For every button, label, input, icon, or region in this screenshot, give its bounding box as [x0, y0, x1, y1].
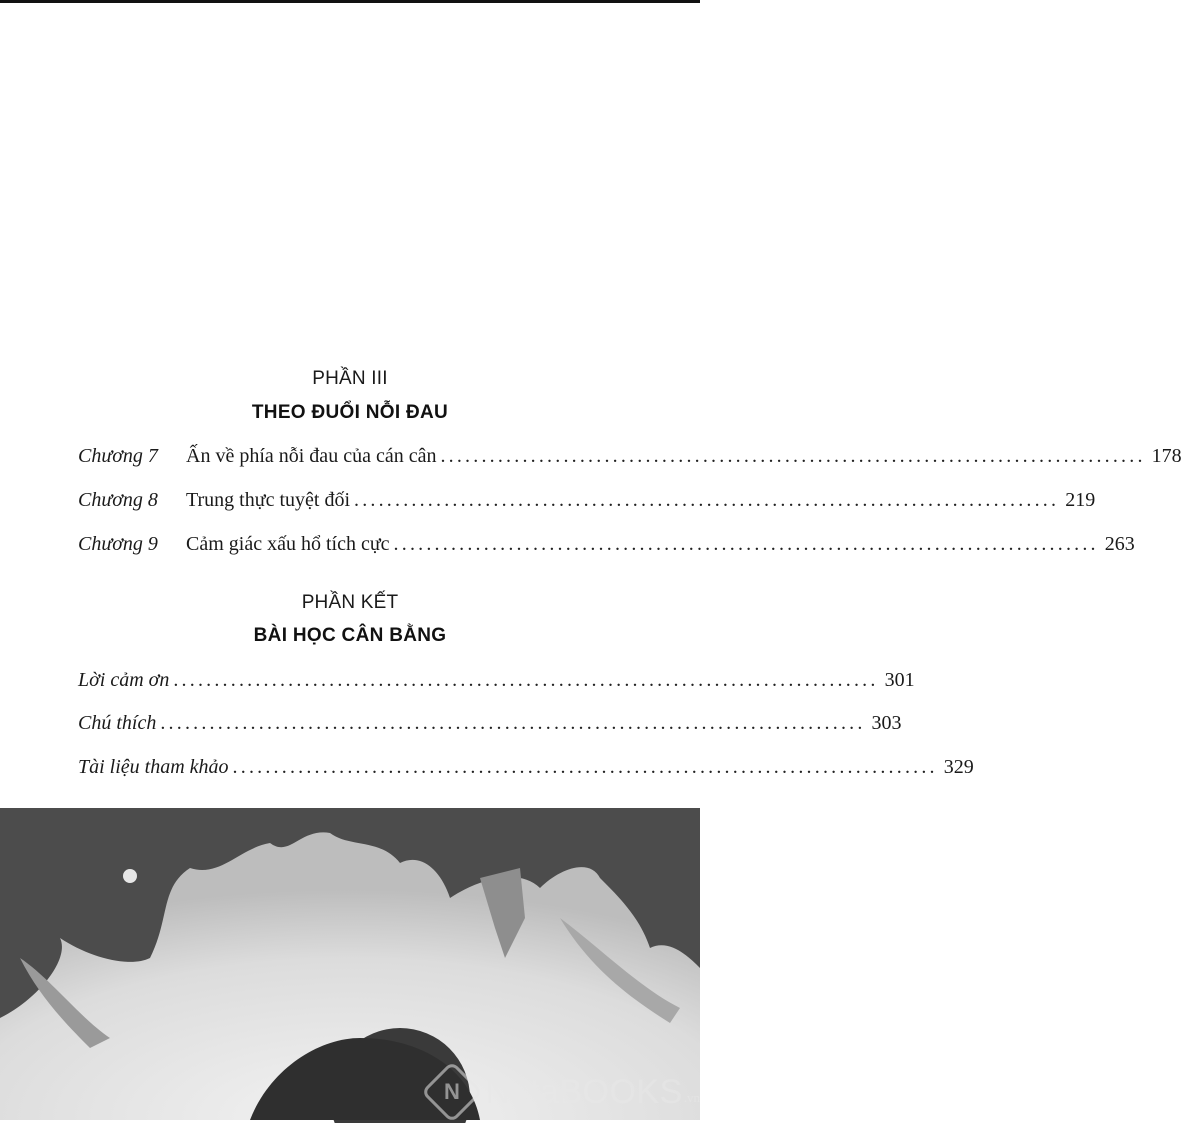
chapter-number: Chương 7: [78, 445, 158, 467]
dot-leader: ......................................................................................: [160, 712, 866, 734]
page-number: 178: [1151, 445, 1182, 467]
page-number: 301: [884, 669, 915, 691]
netabooks-logo-icon: N: [420, 1061, 482, 1123]
page-number: 303: [871, 712, 902, 734]
toc-entry[interactable]: [78, 752, 974, 782]
chapter-title: Trung thực tuyệt đối: [186, 489, 350, 511]
dot-leader: ......................................................................................: [393, 533, 1099, 555]
watermark-text: NetaBOOKS: [485, 1072, 683, 1111]
dot-leader: ......................................................................................: [232, 756, 938, 778]
watermark-suffix: .vn: [683, 1090, 700, 1105]
dot-leader: ......................................................................................: [440, 445, 1146, 467]
chapter-number: Chương 9: [78, 533, 158, 555]
chapter-title: Ấn về phía nỗi đau của cán cân: [186, 445, 437, 467]
chapter-number: Chương 8: [78, 489, 158, 511]
page-number: 263: [1104, 533, 1135, 555]
top-border-line: [0, 0, 700, 3]
toc-entry[interactable]: [78, 708, 902, 738]
page-number: 219: [1065, 489, 1096, 511]
publisher-watermark: [430, 1070, 701, 1114]
dot-leader: ......................................................................................: [173, 669, 879, 691]
part-title: BÀI HỌC CÂN BẰNG: [253, 625, 447, 646]
entry-title: Chú thích: [78, 712, 157, 734]
decorative-ink-splash-image: [0, 808, 700, 1120]
toc-entry[interactable]: [78, 441, 1182, 471]
toc-entry[interactable]: [78, 529, 1135, 559]
chapter-title: Cảm giác xấu hổ tích cực: [186, 533, 390, 555]
toc-entry[interactable]: [78, 665, 915, 695]
entry-title: Lời cảm ơn: [78, 669, 170, 691]
part-title: THEO ĐUỔI NỖI ĐAU: [251, 402, 449, 423]
part-label: PHẦN III: [312, 368, 388, 389]
entry-title: Tài liệu tham khảo: [78, 756, 229, 778]
page-number: 329: [943, 756, 974, 778]
part-label: PHẦN KẾT: [301, 592, 399, 613]
toc-entry[interactable]: [78, 485, 1096, 515]
dot-leader: ......................................................................................: [354, 489, 1060, 511]
